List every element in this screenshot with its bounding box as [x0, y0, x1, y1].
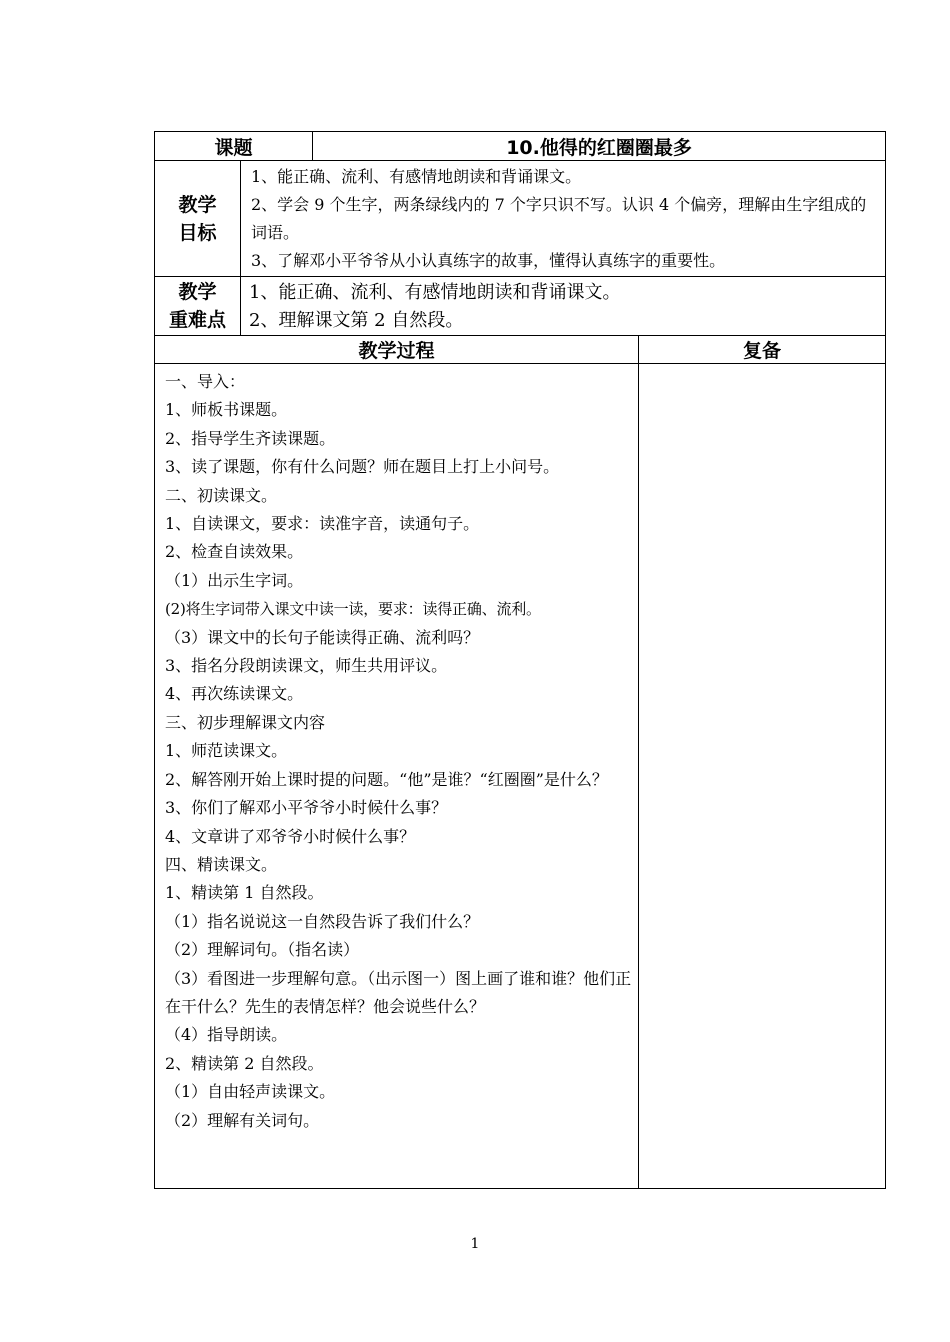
keys-label-line1: 教学: [178, 281, 217, 303]
process-line: 3、指名分段朗读课文，师生共用评议。: [165, 656, 448, 676]
goals-label: [155, 161, 241, 277]
section-header-row: [155, 336, 886, 364]
goals-row: [155, 161, 886, 277]
process-line: （4）指导朗读。: [165, 1025, 288, 1045]
goal-item: 1、能正确、流利、有感情地朗读和背诵课文。: [251, 167, 582, 186]
process-line: 3、读了课题，你有什么问题？师在题目上打上小问号。: [165, 457, 560, 477]
process-line: 1、师板书课题。: [165, 400, 288, 420]
title-label: 课题: [155, 132, 313, 161]
process-header: 教学过程: [155, 336, 639, 364]
lesson-title: 10.他得的红圈圈最多: [313, 132, 886, 161]
key-item: 2、理解课文第 2 自然段。: [249, 310, 464, 331]
process-line: 2、精读第 2 自然段。: [165, 1053, 324, 1073]
process-line: 4、再次练读课文。: [165, 684, 304, 704]
process-line: 1、师范读课文。: [165, 741, 288, 761]
process-line: (2)将生字词带入课文中读一读，要求：读得正确、流利。: [165, 600, 541, 619]
process-line: 4、文章讲了邓爷爷小时候什么事？: [165, 826, 416, 846]
process-row: [155, 364, 886, 1189]
page-number: 1: [470, 1236, 480, 1252]
keys-label: [155, 277, 241, 336]
process-line: （1）指名说说这一自然段告诉了我们什么？: [165, 911, 480, 931]
title-row: [155, 132, 886, 161]
process-line: 2、解答刚开始上课时提的问题。“他”是谁？“红圈圈”是什么？: [165, 769, 608, 789]
process-line: 3、你们了解邓小平爷爷小时候什么事？: [165, 798, 448, 818]
process-line: 一、导入：: [165, 372, 246, 391]
review-content: [639, 364, 886, 1189]
process-line: （2）理解有关词句。: [165, 1110, 320, 1130]
process-content: [155, 364, 639, 1189]
process-line: 1、自读课文，要求：读准字音，读通句子。: [165, 514, 480, 534]
process-line: 2、检查自读效果。: [165, 542, 304, 562]
process-line: 二、初读课文。: [165, 485, 278, 505]
goals-label-line2: 目标: [178, 221, 217, 244]
process-line: （3）看图进一步理解句意。（出示图一）图上画了谁和谁？他们正在干什么？先生的表情怎样？他会说些什么？: [165, 968, 632, 1016]
keys-label-line2: 重难点: [168, 309, 226, 331]
process-line: 三、初步理解课文内容: [165, 712, 326, 732]
review-header: 复备: [639, 336, 886, 364]
process-line: （3）课文中的长句子能读得正确、流利吗？: [165, 627, 480, 647]
process-line: （1）出示生字词。: [165, 570, 304, 590]
keys-row: [155, 277, 886, 336]
process-line: 四、精读课文。: [165, 854, 278, 874]
process-line: （1）自由轻声读课文。: [165, 1082, 336, 1102]
process-line: 2、指导学生齐读课题。: [165, 428, 336, 448]
process-line: 1、精读第 1 自然段。: [165, 883, 324, 903]
process-line: （2）理解词句。（指名读）: [165, 940, 360, 960]
goal-item: 2、学会 9 个生字，两条绿线内的 7 个字只识不写。认识 4 个偏旁，理解由生字组成的词语。: [251, 195, 867, 242]
goals-label-line1: 教学: [178, 193, 217, 216]
key-item: 1、能正确、流利、有感情地朗读和背诵课文。: [249, 282, 621, 303]
lesson-plan-table: [154, 131, 886, 1189]
goals-content: [241, 161, 886, 277]
goal-item: 3、了解邓小平爷爷从小认真练字的故事，懂得认真练字的重要性。: [251, 251, 726, 270]
keys-content: [241, 277, 886, 336]
